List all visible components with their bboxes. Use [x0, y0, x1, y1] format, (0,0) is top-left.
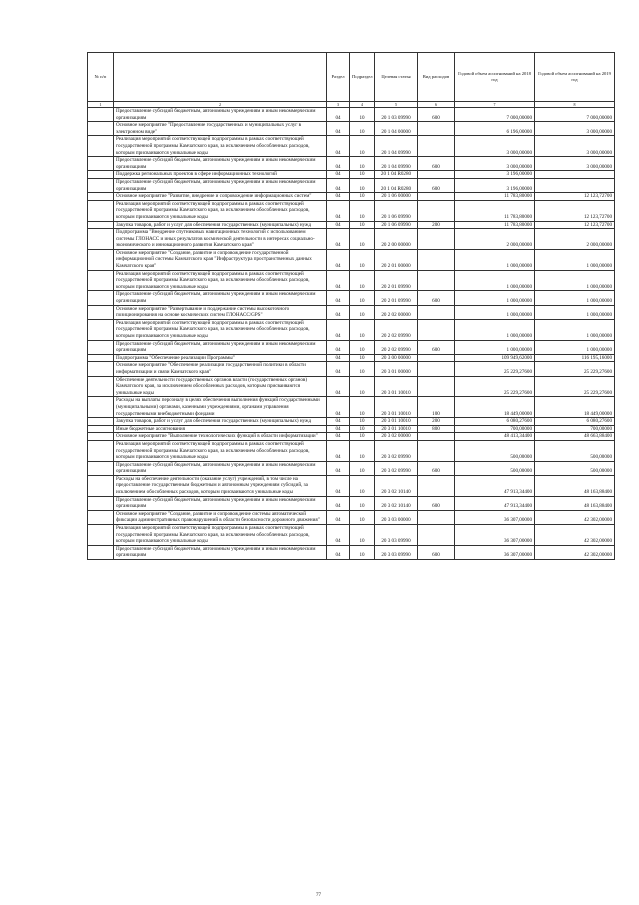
- table-row: [88, 496, 615, 510]
- table-row: [88, 440, 615, 461]
- table-row: [88, 193, 615, 201]
- table-row: [88, 319, 615, 340]
- row-number-cell: [88, 108, 114, 122]
- row-number-cell: [88, 440, 114, 461]
- row-amount-2019-cell: 1 000,00000: [535, 249, 615, 270]
- row-name-cell: Реализация мероприятий соответствующей подпрограммы в рамках соответствующей государственной программы Камчатского края, за исключением обособленных расходов, которым присваиваются уникальные коды: [114, 319, 327, 340]
- row-amount-2019-cell: 48 163,88400: [535, 475, 615, 496]
- row-section-cell: 04: [327, 525, 350, 546]
- row-number-cell: [88, 136, 114, 157]
- row-amount-2019-cell: [535, 171, 615, 179]
- row-expense-type-cell: 600: [418, 178, 455, 192]
- row-target-cell: 20 1 04 R0280: [375, 171, 418, 179]
- row-name-cell: Подпрограмма "Внедрение спутниковых навигационных технологий с использованием системы ГЛОНАСС и иных результатов космической деятельности в интересах социально-экономического и инновационного развития Камчатского края": [114, 229, 327, 250]
- row-amount-2018-cell: 48 413,34400: [455, 433, 535, 441]
- row-amount-2019-cell: [535, 178, 615, 192]
- row-name-cell: Реализация мероприятий соответствующей подпрограммы в рамках соответствующей государственной программы Камчатского края, за исключением обособленных расходов, которым присваиваются уникальные коды: [114, 440, 327, 461]
- row-target-cell: 20 1 06 09990: [375, 221, 418, 229]
- table-row: [88, 461, 615, 475]
- row-expense-type-cell: 600: [418, 496, 455, 510]
- row-amount-2018-cell: 18 449,00000: [455, 397, 535, 418]
- row-amount-2019-cell: 2 000,00000: [535, 229, 615, 250]
- row-section-cell: 04: [327, 440, 350, 461]
- row-expense-type-cell: 800: [418, 425, 455, 433]
- row-number-cell: [88, 362, 114, 376]
- row-subsection-cell: 10: [350, 136, 375, 157]
- row-name-cell: Основное мероприятие "Предоставление государственных и муниципальных услуг в электронном виде": [114, 122, 327, 136]
- table-row: [88, 510, 615, 524]
- row-section-cell: 04: [327, 171, 350, 179]
- row-section-cell: 04: [327, 461, 350, 475]
- row-number-cell: [88, 418, 114, 426]
- row-subsection-cell: 10: [350, 108, 375, 122]
- row-expense-type-cell: [418, 305, 455, 319]
- row-section-cell: 04: [327, 510, 350, 524]
- column-number: 7: [455, 102, 535, 108]
- row-expense-type-cell: [418, 229, 455, 250]
- column-number: 2: [114, 102, 327, 108]
- row-number-cell: [88, 340, 114, 354]
- column-number: 4: [350, 102, 375, 108]
- row-name-cell: Основное мероприятие "Создание, развитие и сопровождение системы автоматической фиксации административных правонарушений в области безопасности дорожного движения": [114, 510, 327, 524]
- row-section-cell: 04: [327, 496, 350, 510]
- row-section-cell: 04: [327, 178, 350, 192]
- row-amount-2019-cell: 12 123,72700: [535, 200, 615, 221]
- row-section-cell: 04: [327, 108, 350, 122]
- row-number-cell: [88, 510, 114, 524]
- table-row: [88, 171, 615, 179]
- table-row: [88, 291, 615, 305]
- row-number-cell: [88, 221, 114, 229]
- row-subsection-cell: 10: [350, 270, 375, 291]
- row-section-cell: 04: [327, 340, 350, 354]
- row-expense-type-cell: [418, 525, 455, 546]
- row-target-cell: 20 3 01 10010: [375, 418, 418, 426]
- row-expense-type-cell: [418, 510, 455, 524]
- row-amount-2018-cell: 47 913,34400: [455, 475, 535, 496]
- row-amount-2019-cell: 3 000,00000: [535, 122, 615, 136]
- row-section-cell: 04: [327, 229, 350, 250]
- row-name-cell: Предоставление субсидий бюджетным, автономным учреждениям и иным некоммерческим организациям: [114, 340, 327, 354]
- row-expense-type-cell: 600: [418, 291, 455, 305]
- row-section-cell: 04: [327, 193, 350, 201]
- row-target-cell: 20 1 06 09990: [375, 200, 418, 221]
- row-amount-2018-cell: 1 000,00000: [455, 305, 535, 319]
- row-name-cell: Поддержка региональных проектов в сфере информационных технологий: [114, 171, 327, 179]
- row-number-cell: [88, 305, 114, 319]
- row-expense-type-cell: [418, 376, 455, 397]
- row-target-cell: 20 3 02 10140: [375, 475, 418, 496]
- row-target-cell: 20 3 03 09990: [375, 525, 418, 546]
- row-amount-2019-cell: 116 195,16000: [535, 354, 615, 362]
- row-target-cell: 20 2 02 09990: [375, 319, 418, 340]
- row-section-cell: 04: [327, 200, 350, 221]
- header-section: Раздел: [327, 53, 350, 102]
- header-number: № п/п: [88, 53, 114, 102]
- header-subsection: Подраздел: [350, 53, 375, 102]
- row-expense-type-cell: [418, 440, 455, 461]
- row-amount-2019-cell: 48 163,88400: [535, 496, 615, 510]
- row-number-cell: [88, 319, 114, 340]
- table-row: [88, 229, 615, 250]
- row-section-cell: 04: [327, 221, 350, 229]
- row-expense-type-cell: 600: [418, 108, 455, 122]
- row-expense-type-cell: [418, 122, 455, 136]
- row-number-cell: [88, 425, 114, 433]
- row-number-cell: [88, 122, 114, 136]
- row-amount-2018-cell: 11 783,80000: [455, 193, 535, 201]
- table-row: [88, 200, 615, 221]
- row-expense-type-cell: [418, 475, 455, 496]
- row-expense-type-cell: [418, 200, 455, 221]
- row-number-cell: [88, 291, 114, 305]
- row-amount-2019-cell: 7 000,00000: [535, 108, 615, 122]
- row-number-cell: [88, 433, 114, 441]
- page-number: 77: [316, 893, 321, 898]
- row-subsection-cell: 10: [350, 461, 375, 475]
- row-subsection-cell: 10: [350, 221, 375, 229]
- row-number-cell: [88, 397, 114, 418]
- row-amount-2019-cell: 500,00000: [535, 461, 615, 475]
- row-amount-2018-cell: 11 783,80000: [455, 221, 535, 229]
- row-expense-type-cell: [418, 270, 455, 291]
- row-section-cell: 04: [327, 545, 350, 559]
- row-number-cell: [88, 270, 114, 291]
- row-amount-2018-cell: 500,00000: [455, 461, 535, 475]
- table-row: [88, 108, 615, 122]
- table-row: [88, 376, 615, 397]
- row-amount-2018-cell: 3 000,00000: [455, 136, 535, 157]
- table-row: [88, 270, 615, 291]
- row-target-cell: 20 3 03 09990: [375, 545, 418, 559]
- row-number-cell: [88, 376, 114, 397]
- table-row: [88, 362, 615, 376]
- table-row: [88, 249, 615, 270]
- row-section-cell: 04: [327, 425, 350, 433]
- row-amount-2019-cell: 3 000,00000: [535, 136, 615, 157]
- row-target-cell: 20 3 01 10010: [375, 376, 418, 397]
- row-amount-2019-cell: 12 123,72700: [535, 193, 615, 201]
- table-header-row: [88, 53, 615, 102]
- row-subsection-cell: 10: [350, 433, 375, 441]
- row-target-cell: 20 2 02 09990: [375, 340, 418, 354]
- row-section-cell: 04: [327, 475, 350, 496]
- row-subsection-cell: 10: [350, 122, 375, 136]
- row-amount-2019-cell: 500,00000: [535, 440, 615, 461]
- row-target-cell: 20 2 01 09990: [375, 270, 418, 291]
- row-target-cell: 20 1 04 R0280: [375, 178, 418, 192]
- table-row: [88, 425, 615, 433]
- header-name: [114, 53, 327, 102]
- row-number-cell: [88, 354, 114, 362]
- row-amount-2018-cell: 700,00000: [455, 425, 535, 433]
- row-expense-type-cell: 600: [418, 461, 455, 475]
- row-section-cell: 04: [327, 354, 350, 362]
- table-row: [88, 305, 615, 319]
- header-amount-2018: Годовой объем ассигнований на 2018 год: [455, 53, 535, 102]
- row-expense-type-cell: 600: [418, 157, 455, 171]
- row-subsection-cell: 10: [350, 362, 375, 376]
- table-row: [88, 354, 615, 362]
- row-subsection-cell: 10: [350, 291, 375, 305]
- row-target-cell: 20 2 01 00000: [375, 249, 418, 270]
- row-name-cell: Предоставление субсидий бюджетным, автономным учреждениям и иным некоммерческим организациям: [114, 461, 327, 475]
- row-target-cell: 20 2 01 09990: [375, 291, 418, 305]
- row-expense-type-cell: [418, 433, 455, 441]
- row-name-cell: Предоставление субсидий бюджетным, автономным учреждениям и иным некоммерческим организациям: [114, 108, 327, 122]
- row-amount-2018-cell: 3 000,00000: [455, 157, 535, 171]
- row-name-cell: Иные бюджетные ассигнования: [114, 425, 327, 433]
- row-subsection-cell: 10: [350, 496, 375, 510]
- header-expense-type: Вид расходов: [418, 53, 455, 102]
- row-name-cell: Основное мероприятие "Развитие, внедрение и сопровождение информационных систем": [114, 193, 327, 201]
- row-subsection-cell: 10: [350, 354, 375, 362]
- row-target-cell: 20 1 03 09990: [375, 108, 418, 122]
- row-amount-2018-cell: 1 000,00000: [455, 319, 535, 340]
- row-section-cell: 04: [327, 157, 350, 171]
- row-section-cell: 04: [327, 397, 350, 418]
- row-section-cell: 04: [327, 319, 350, 340]
- row-amount-2019-cell: 42 302,00000: [535, 510, 615, 524]
- row-amount-2018-cell: 1 000,00000: [455, 340, 535, 354]
- row-subsection-cell: 10: [350, 319, 375, 340]
- row-amount-2018-cell: 2 000,00000: [455, 229, 535, 250]
- row-amount-2019-cell: 1 000,00000: [535, 291, 615, 305]
- row-subsection-cell: 10: [350, 475, 375, 496]
- table-row: [88, 545, 615, 559]
- column-number: 5: [375, 102, 418, 108]
- row-amount-2018-cell: 3 196,00000: [455, 178, 535, 192]
- row-amount-2018-cell: 7 000,00000: [455, 108, 535, 122]
- row-name-cell: Предоставление субсидий бюджетным, автономным учреждениям и иным некоммерческим организациям: [114, 545, 327, 559]
- row-number-cell: [88, 249, 114, 270]
- row-name-cell: Основное мероприятие "Обеспечение реализации государственной политики в области информатизации и связи Камчатского края": [114, 362, 327, 376]
- row-section-cell: 04: [327, 249, 350, 270]
- row-section-cell: 04: [327, 418, 350, 426]
- row-amount-2019-cell: 1 000,00000: [535, 319, 615, 340]
- row-name-cell: Реализация мероприятий соответствующей подпрограммы в рамках соответствующей государственной программы Камчатского края, за исключением обособленных расходов, которым присваиваются уникальные коды: [114, 270, 327, 291]
- row-number-cell: [88, 496, 114, 510]
- row-subsection-cell: 10: [350, 545, 375, 559]
- row-amount-2019-cell: 3 000,00000: [535, 157, 615, 171]
- table-row: [88, 221, 615, 229]
- row-amount-2018-cell: 500,00000: [455, 440, 535, 461]
- budget-table-sheet: [87, 52, 614, 560]
- row-name-cell: Предоставление субсидий бюджетным, автономным учреждениям и иным некоммерческим организациям: [114, 496, 327, 510]
- row-amount-2018-cell: 1 000,00000: [455, 270, 535, 291]
- row-amount-2019-cell: 25 229,27600: [535, 362, 615, 376]
- table-row: [88, 433, 615, 441]
- header-target-article: Целевая статья: [375, 53, 418, 102]
- row-amount-2018-cell: 1 000,00000: [455, 249, 535, 270]
- table-body: [88, 108, 615, 560]
- row-target-cell: 20 3 02 00000: [375, 433, 418, 441]
- row-subsection-cell: 10: [350, 249, 375, 270]
- row-number-cell: [88, 229, 114, 250]
- row-name-cell: Подпрограмма "Обеспечение реализации Программы": [114, 354, 327, 362]
- row-number-cell: [88, 178, 114, 192]
- row-amount-2019-cell: 48 663,88400: [535, 433, 615, 441]
- row-amount-2019-cell: 1 000,00000: [535, 305, 615, 319]
- row-name-cell: Обеспечение деятельности государственных органов власти (государственных органов) Камчатского края, за исключением обособленных расходов, которым присваиваются уникальные коды: [114, 376, 327, 397]
- row-subsection-cell: 10: [350, 376, 375, 397]
- row-amount-2018-cell: 3 196,00000: [455, 171, 535, 179]
- row-number-cell: [88, 545, 114, 559]
- row-amount-2018-cell: 25 229,27600: [455, 362, 535, 376]
- row-amount-2018-cell: 36 307,00000: [455, 545, 535, 559]
- row-amount-2019-cell: 1 000,00000: [535, 340, 615, 354]
- table-row: [88, 340, 615, 354]
- table-row: [88, 475, 615, 496]
- row-expense-type-cell: [418, 171, 455, 179]
- row-section-cell: 04: [327, 270, 350, 291]
- row-target-cell: 20 3 00 00000: [375, 354, 418, 362]
- row-expense-type-cell: [418, 319, 455, 340]
- row-subsection-cell: 10: [350, 171, 375, 179]
- row-name-cell: Основное мероприятие "Создание, развитие и сопровождение государственной информационной системы Камчатского края "Инфраструктура пространственных данных Камчатского края": [114, 249, 327, 270]
- row-expense-type-cell: [418, 193, 455, 201]
- row-number-cell: [88, 475, 114, 496]
- row-subsection-cell: 10: [350, 178, 375, 192]
- row-amount-2018-cell: 1 000,00000: [455, 291, 535, 305]
- row-name-cell: Основное мероприятие "Развертывание и поддержание системы высокоточного позиционирования на основе космических систем ГЛОНАСС/GPS": [114, 305, 327, 319]
- row-amount-2018-cell: 25 229,27600: [455, 376, 535, 397]
- row-number-cell: [88, 157, 114, 171]
- row-section-cell: 04: [327, 291, 350, 305]
- row-target-cell: 20 3 03 00000: [375, 510, 418, 524]
- row-expense-type-cell: 100: [418, 397, 455, 418]
- row-name-cell: Предоставление субсидий бюджетным, автономным учреждениям и иным некоммерческим организациям: [114, 157, 327, 171]
- column-number: 3: [327, 102, 350, 108]
- row-name-cell: Закупка товаров, работ и услуг для обеспечения государственных (муниципальных) нужд: [114, 221, 327, 229]
- row-target-cell: 20 2 00 00000: [375, 229, 418, 250]
- row-target-cell: 20 3 01 10010: [375, 425, 418, 433]
- row-amount-2019-cell: 700,00000: [535, 425, 615, 433]
- row-expense-type-cell: [418, 354, 455, 362]
- row-name-cell: Реализация мероприятий соответствующей подпрограммы в рамках соответствующей государственной программы Камчатского края, за исключением обособленных расходов, которым присваиваются уникальные коды: [114, 200, 327, 221]
- row-amount-2019-cell: 18 449,00000: [535, 397, 615, 418]
- table-row: [88, 157, 615, 171]
- row-name-cell: Основное мероприятие "Выполнение технологических функций в области информатизации": [114, 433, 327, 441]
- row-name-cell: Предоставление субсидий бюджетным, автономным учреждениям и иным некоммерческим организациям: [114, 291, 327, 305]
- row-target-cell: 20 2 02 00000: [375, 305, 418, 319]
- row-subsection-cell: 10: [350, 440, 375, 461]
- row-name-cell: Расходы на обеспечение деятельности (оказание услуг) учреждений, в том числе на предоставление государственным бюджетным и автономным учреждениям субсидий, за исключением обособленных расходов, которым присваиваются уникальные коды: [114, 475, 327, 496]
- row-target-cell: 20 1 04 00000: [375, 122, 418, 136]
- row-subsection-cell: 10: [350, 305, 375, 319]
- row-name-cell: Расходы на выплаты персоналу в целях обеспечения выполнения функций государственными (муниципальными) органами, казенными учреждениями, органами управления государственными внебюджетными фондами: [114, 397, 327, 418]
- row-target-cell: 20 3 02 10140: [375, 496, 418, 510]
- row-number-cell: [88, 193, 114, 201]
- row-subsection-cell: 10: [350, 425, 375, 433]
- row-target-cell: 20 3 01 00000: [375, 362, 418, 376]
- row-amount-2018-cell: 36 307,00000: [455, 510, 535, 524]
- row-expense-type-cell: 200: [418, 418, 455, 426]
- row-expense-type-cell: [418, 136, 455, 157]
- row-expense-type-cell: [418, 249, 455, 270]
- row-subsection-cell: 10: [350, 200, 375, 221]
- column-number: 8: [535, 102, 615, 108]
- row-amount-2018-cell: 36 307,00000: [455, 525, 535, 546]
- column-number: 6: [418, 102, 455, 108]
- table-row: [88, 122, 615, 136]
- row-name-cell: Реализация мероприятий соответствующей подпрограммы в рамках соответствующей государственной программы Камчатского края, за исключением обособленных расходов, которым присваиваются уникальные коды: [114, 136, 327, 157]
- row-amount-2018-cell: 11 783,80000: [455, 200, 535, 221]
- row-number-cell: [88, 171, 114, 179]
- table-row: [88, 418, 615, 426]
- row-expense-type-cell: 200: [418, 221, 455, 229]
- row-subsection-cell: 10: [350, 397, 375, 418]
- row-amount-2018-cell: 109 949,62000: [455, 354, 535, 362]
- row-target-cell: 20 3 02 09990: [375, 461, 418, 475]
- row-target-cell: 20 1 04 09990: [375, 136, 418, 157]
- row-target-cell: 20 1 06 00000: [375, 193, 418, 201]
- table-row: [88, 136, 615, 157]
- row-amount-2018-cell: 6 196,00000: [455, 122, 535, 136]
- row-name-cell: Закупка товаров, работ и услуг для обеспечения государственных (муниципальных) нужд: [114, 418, 327, 426]
- row-amount-2019-cell: 6 080,27600: [535, 418, 615, 426]
- row-target-cell: 20 1 04 09990: [375, 157, 418, 171]
- row-subsection-cell: 10: [350, 340, 375, 354]
- row-subsection-cell: 10: [350, 510, 375, 524]
- row-section-cell: 04: [327, 122, 350, 136]
- row-amount-2019-cell: 42 302,00000: [535, 525, 615, 546]
- column-number: 1: [88, 102, 114, 108]
- row-target-cell: 20 3 01 10010: [375, 397, 418, 418]
- row-number-cell: [88, 461, 114, 475]
- row-section-cell: 04: [327, 362, 350, 376]
- table-row: [88, 178, 615, 192]
- table-row: [88, 397, 615, 418]
- row-expense-type-cell: 600: [418, 340, 455, 354]
- row-subsection-cell: 10: [350, 229, 375, 250]
- row-amount-2018-cell: 47 913,34400: [455, 496, 535, 510]
- row-subsection-cell: 10: [350, 525, 375, 546]
- row-number-cell: [88, 525, 114, 546]
- row-section-cell: 04: [327, 305, 350, 319]
- header-amount-2019: Годовой объем ассигнований на 2019 год: [535, 53, 615, 102]
- row-amount-2019-cell: 25 229,27600: [535, 376, 615, 397]
- row-amount-2019-cell: 42 302,00000: [535, 545, 615, 559]
- row-amount-2018-cell: 6 080,27600: [455, 418, 535, 426]
- table-row: [88, 525, 615, 546]
- row-section-cell: 04: [327, 136, 350, 157]
- row-amount-2019-cell: 12 123,72700: [535, 221, 615, 229]
- row-section-cell: 04: [327, 376, 350, 397]
- row-subsection-cell: 10: [350, 418, 375, 426]
- row-amount-2019-cell: 1 000,00000: [535, 270, 615, 291]
- row-section-cell: 04: [327, 433, 350, 441]
- row-subsection-cell: 10: [350, 157, 375, 171]
- row-expense-type-cell: 600: [418, 545, 455, 559]
- row-subsection-cell: 10: [350, 193, 375, 201]
- row-number-cell: [88, 200, 114, 221]
- budget-table: [87, 52, 615, 560]
- row-target-cell: 20 3 02 09990: [375, 440, 418, 461]
- row-expense-type-cell: [418, 362, 455, 376]
- row-name-cell: Предоставление субсидий бюджетным, автономным учреждениям и иным некоммерческим организациям: [114, 178, 327, 192]
- row-name-cell: Реализация мероприятий соответствующей подпрограммы в рамках соответствующей государственной программы Камчатского края, за исключением обособленных расходов, которым присваиваются уникальные коды: [114, 525, 327, 546]
